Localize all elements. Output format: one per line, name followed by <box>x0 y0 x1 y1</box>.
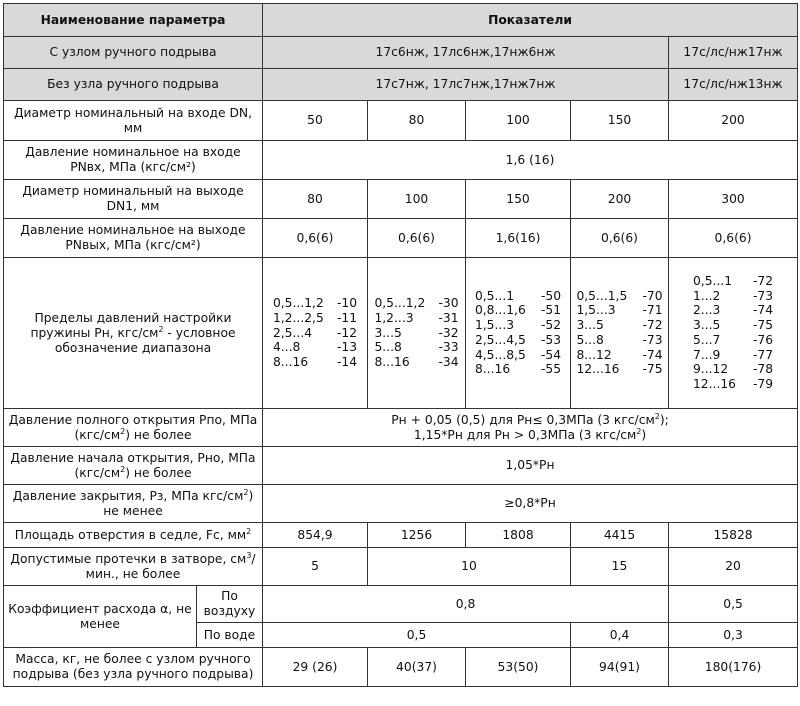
range-entry <box>693 333 773 348</box>
label-text: Давление полного открытия Рпо, МПа (кгс/см <box>8 412 258 442</box>
value-cell: 0,8 <box>263 586 669 623</box>
row-seat-area <box>4 523 798 548</box>
range-entry <box>273 340 357 355</box>
value-cell: 300 <box>669 180 798 219</box>
range-cell <box>368 258 466 409</box>
range-value: 5...8 <box>576 332 604 347</box>
formula-line-2 <box>414 428 646 442</box>
range-entry <box>475 333 561 348</box>
value-cell: 53(50) <box>466 648 571 687</box>
range-entry <box>576 362 662 377</box>
formula-text: ) <box>641 427 647 442</box>
range-code: -74 <box>752 303 774 318</box>
value-cell: 20 <box>669 548 798 586</box>
range-entry <box>693 318 773 333</box>
value-cell: 180(176) <box>669 648 798 687</box>
range-entry <box>576 289 662 304</box>
row-spring-ranges <box>4 258 798 409</box>
range-list <box>374 296 458 370</box>
row-full-open-pressure <box>4 409 798 447</box>
superscript: 2 <box>120 464 126 474</box>
value-cell: 0,5 <box>669 586 798 623</box>
value-cell: 100 <box>368 180 466 219</box>
range-code: -72 <box>752 273 774 288</box>
row-closing-pressure <box>4 485 798 523</box>
range-code: -78 <box>752 362 774 377</box>
range-entry <box>273 296 357 311</box>
range-list <box>693 274 773 392</box>
range-value: 1,5...3 <box>576 303 616 318</box>
label-text: Давление начала открытия, Рно, МПа (кгс/см <box>10 450 256 480</box>
label-text: ) не менее <box>103 488 254 518</box>
value-cell: 1,6 (16) <box>263 141 798 180</box>
range-entry <box>693 303 773 318</box>
value-cell <box>263 409 798 447</box>
range-cell <box>571 258 669 409</box>
models-main: 17с6нж, 17лс6нж,17нж6нж <box>263 37 669 69</box>
range-value: 5...7 <box>692 332 721 347</box>
row-pn-inlet <box>4 141 798 180</box>
value-cell: 854,9 <box>263 523 368 548</box>
superscript: 2 <box>158 324 164 334</box>
range-code: -31 <box>438 310 459 325</box>
range-code: -53 <box>540 332 562 347</box>
value-cell: 200 <box>571 180 669 219</box>
range-code: -73 <box>642 332 663 347</box>
range-value: 4...8 <box>272 340 301 355</box>
sub-label-water: По воде <box>197 623 263 648</box>
range-list <box>475 289 561 378</box>
range-entry <box>693 362 773 377</box>
range-entry <box>576 333 662 348</box>
range-code: -75 <box>752 318 774 333</box>
label-text: Пределы давлений настройки пружины Рн, кгс/см <box>30 310 232 340</box>
row-label: Диаметр номинальный на выходе DN1, мм <box>4 180 263 219</box>
range-value: 8...16 <box>374 355 410 370</box>
value-cell: 1256 <box>368 523 466 548</box>
value-cell: 1,05*Рн <box>263 447 798 485</box>
range-entry <box>475 348 561 363</box>
range-value: 2,5...4 <box>272 325 313 340</box>
header-row <box>4 4 798 37</box>
range-code: -75 <box>642 362 663 377</box>
formula-line-1 <box>391 413 669 427</box>
range-code: -54 <box>540 347 562 362</box>
row-label: Давление номинальное на выходе PNвых, МПа (кгс/см²) <box>4 219 263 258</box>
value-cell: ≥0,8*Рн <box>263 485 798 523</box>
range-value: 3...5 <box>576 318 604 333</box>
range-code: -52 <box>540 318 562 333</box>
value-cell: 100 <box>466 101 571 141</box>
range-value: 0,5...1,5 <box>576 288 628 303</box>
range-code: -33 <box>438 340 459 355</box>
range-entry <box>475 289 561 304</box>
row-without-manual-lift <box>4 69 798 101</box>
value-cell: 0,3 <box>669 623 798 648</box>
range-entry <box>475 362 561 377</box>
range-code: -71 <box>642 303 663 318</box>
range-entry <box>273 355 357 370</box>
range-code: -77 <box>752 347 774 362</box>
value-cell: 15828 <box>669 523 798 548</box>
range-entry <box>693 289 773 304</box>
range-code: -72 <box>642 318 663 333</box>
range-value: 8...16 <box>272 355 309 370</box>
value-cell: 40(37) <box>368 648 466 687</box>
values-column-header: Показатели <box>263 4 798 37</box>
range-code: -50 <box>540 288 562 303</box>
range-code: -51 <box>540 303 562 318</box>
value-cell: 0,6(6) <box>669 219 798 258</box>
row-pn-outlet <box>4 219 798 258</box>
superscript: 2 <box>636 426 642 436</box>
row-label <box>4 447 263 485</box>
label-text: - условное обозначение диапазона <box>54 325 236 355</box>
range-value: 0,5...1 <box>692 273 733 288</box>
row-label <box>4 485 263 523</box>
value-cell: 0,6(6) <box>263 219 368 258</box>
row-start-open-pressure <box>4 447 798 485</box>
range-entry <box>475 318 561 333</box>
range-cell <box>669 258 798 409</box>
models-last: 17с/лс/нж13нж <box>669 69 798 101</box>
range-code: -76 <box>752 332 774 347</box>
range-code: -12 <box>336 325 358 340</box>
range-value: 1...2 <box>692 288 721 303</box>
range-value: 5...8 <box>374 340 402 355</box>
range-entry <box>374 311 458 326</box>
range-value: 0,5...1 <box>474 288 515 303</box>
range-value: 8...16 <box>474 362 511 377</box>
range-value: 3...5 <box>692 318 721 333</box>
row-label: Без узла ручного подрыва <box>4 69 263 101</box>
value-cell: 94(91) <box>571 648 669 687</box>
range-value: 12...16 <box>692 377 737 392</box>
value-cell: 4415 <box>571 523 669 548</box>
models-last: 17с/лс/нж17нж <box>669 37 798 69</box>
range-value: 7...9 <box>692 347 721 362</box>
row-label: Коэффициент расхода α, не менее <box>4 586 197 648</box>
row-label <box>4 523 263 548</box>
range-entry <box>576 303 662 318</box>
value-cell: 80 <box>263 180 368 219</box>
range-entry <box>693 348 773 363</box>
sub-label-air: По воздуху <box>197 586 263 623</box>
superscript: 3 <box>246 550 252 560</box>
models-main: 17с7нж, 17лс7нж,17нж7нж <box>263 69 669 101</box>
range-entry <box>374 296 458 311</box>
range-code: -55 <box>540 362 562 377</box>
range-code: -10 <box>336 295 358 310</box>
range-code: -14 <box>336 355 358 370</box>
row-leakage <box>4 548 798 586</box>
range-code: -13 <box>336 340 358 355</box>
range-list <box>273 296 357 370</box>
label-text: /мин., не более <box>85 551 256 581</box>
range-cell <box>263 258 368 409</box>
formula-text: 1,15*Рн для Рн > 0,3МПа (3 кгс/см <box>413 427 637 442</box>
value-cell: 0,6(6) <box>368 219 466 258</box>
range-value: 1,2...3 <box>374 310 414 325</box>
value-cell: 0,5 <box>263 623 571 648</box>
row-dn-inlet <box>4 101 798 141</box>
range-code: -32 <box>438 325 459 340</box>
value-cell: 10 <box>368 548 571 586</box>
row-label: С узлом ручного подрыва <box>4 37 263 69</box>
value-cell: 50 <box>263 101 368 141</box>
range-code: -73 <box>752 288 774 303</box>
value-cell: 150 <box>571 101 669 141</box>
range-code: -70 <box>642 288 663 303</box>
superscript: 2 <box>120 426 126 436</box>
range-value: 2...3 <box>692 303 721 318</box>
label-text: ) не более <box>125 465 192 480</box>
value-cell: 200 <box>669 101 798 141</box>
range-value: 0,8...1,6 <box>474 303 526 318</box>
range-entry <box>576 318 662 333</box>
range-code: -34 <box>438 355 459 370</box>
range-entry <box>374 355 458 370</box>
row-label: Диаметр номинальный на входе DN, мм <box>4 101 263 141</box>
value-cell: 5 <box>263 548 368 586</box>
range-entry <box>374 340 458 355</box>
range-code: -11 <box>336 310 358 325</box>
row-dn-outlet <box>4 180 798 219</box>
value-cell: 0,4 <box>571 623 669 648</box>
range-value: 9...12 <box>692 362 729 377</box>
row-label <box>4 409 263 447</box>
range-code: -30 <box>438 295 459 310</box>
range-entry <box>374 326 458 341</box>
label-text: ) не более <box>125 427 192 442</box>
range-value: 0,5...1,2 <box>374 295 426 310</box>
row-label: Давление номинальное на входе PNвх, МПа (кгс/см²) <box>4 141 263 180</box>
range-entry <box>693 274 773 289</box>
superscript: 2 <box>243 487 249 497</box>
valve-specification-table <box>3 3 798 687</box>
value-cell: 1,6(16) <box>466 219 571 258</box>
range-value: 3...5 <box>374 325 402 340</box>
range-entry <box>693 377 773 392</box>
formula-text: ); <box>659 412 669 427</box>
row-label <box>4 548 263 586</box>
row-label: Масса, кг, не более с узлом ручного подрыва (без узла ручного подрыва) <box>4 648 263 687</box>
range-value: 4,5...8,5 <box>474 347 526 362</box>
range-value: 0,5...1,2 <box>272 295 324 310</box>
formula-text: Рн + 0,05 (0,5) для Рн≤ 0,3МПа (3 кгс/см <box>391 412 655 427</box>
range-list <box>576 289 662 378</box>
row-discharge-air <box>4 586 798 623</box>
superscript: 2 <box>654 411 660 421</box>
value-cell: 1808 <box>466 523 571 548</box>
range-code: -74 <box>642 347 663 362</box>
row-with-manual-lift <box>4 37 798 69</box>
range-entry <box>475 303 561 318</box>
range-entry <box>576 348 662 363</box>
value-cell: 150 <box>466 180 571 219</box>
value-cell: 29 (26) <box>263 648 368 687</box>
range-value: 12...16 <box>576 362 620 377</box>
label-text: Давление закрытия, Рз, МПа кгс/см <box>12 488 244 503</box>
row-label <box>4 258 263 409</box>
range-entry <box>273 326 357 341</box>
value-cell: 80 <box>368 101 466 141</box>
range-value: 2,5...4,5 <box>474 332 526 347</box>
range-code: -79 <box>752 377 774 392</box>
param-column-header: Наименование параметра <box>4 4 263 37</box>
value-cell: 0,6(6) <box>571 219 669 258</box>
range-cell <box>466 258 571 409</box>
value-cell: 15 <box>571 548 669 586</box>
row-mass <box>4 648 798 687</box>
superscript: 2 <box>246 526 252 536</box>
label-text: Площадь отверстия в седле, Fс, мм <box>14 527 247 542</box>
label-text: Допустимые протечки в затворе, см <box>10 551 247 566</box>
range-value: 8...12 <box>576 347 612 362</box>
range-value: 1,2...2,5 <box>272 310 324 325</box>
range-value: 1,5...3 <box>474 318 515 333</box>
range-entry <box>273 311 357 326</box>
